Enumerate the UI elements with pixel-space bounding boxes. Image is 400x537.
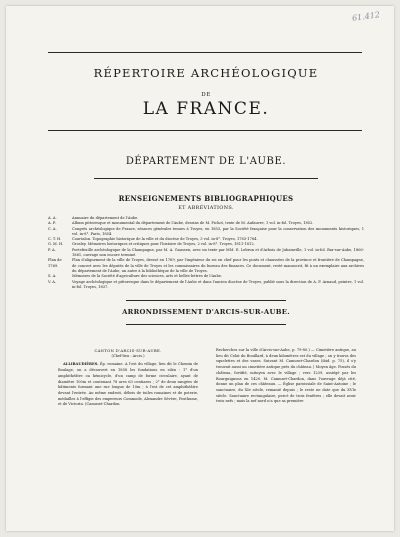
abbreviation-row <box>48 280 364 291</box>
arrondissement-heading: ARRONDISSEMENT D'ARCIS-SUR-AUBE. <box>122 308 290 316</box>
title-line-2: DE <box>201 92 211 98</box>
abbreviation-key: S. A. <box>48 274 57 279</box>
abbreviation-key: A. P. <box>48 221 56 226</box>
abbreviation-key: C. A. <box>48 226 57 231</box>
abbreviation-key: C. T. H. <box>48 237 62 242</box>
right-column <box>216 348 356 405</box>
abbreviation-list <box>48 216 364 290</box>
canton-subheading: (Chef-lieu : Arcis.) <box>111 353 145 358</box>
abbreviation-desc: Grosley. Mémoires historiques et critiques pour l'histoire de Troyes, 2 vol. in-8°. Troyes, 1811-1812. <box>72 242 255 247</box>
marginal-note: 61.412 <box>351 10 381 23</box>
abbreviation-row <box>48 248 364 259</box>
title-line-3: LA FRANCE. <box>142 99 270 119</box>
abbreviation-key: A. A. <box>48 216 57 220</box>
arrondissement-bottom-rule <box>126 324 286 325</box>
abbreviation-row <box>48 258 364 274</box>
left-column <box>58 348 198 408</box>
department-rule <box>94 178 318 179</box>
title-line-1: RÉPERTOIRE ARCHÉOLOGIQUE <box>93 66 319 80</box>
bibliography-subheading: ET ABRÉVIATIONS. <box>178 205 234 211</box>
bibliography-heading: RENSEIGNEMENTS BIBLIOGRAPHIQUES <box>118 194 294 203</box>
department-heading: DÉPARTEMENT DE L'AUBE. <box>125 156 287 167</box>
abbreviation-desc: Courtalon. Topographie historique de la ville et du diocèse de Troyes, 3 vol. in-8°. Troyes, 1783-1784. <box>72 237 258 242</box>
entry-paragraph <box>58 362 198 408</box>
abbreviation-desc: Annuaire du département de l'Aube. <box>72 216 139 220</box>
abbreviation-desc: Mémoires de la Société d'agriculture des sciences, arts et belles-lettres de l'Aube. <box>72 274 223 279</box>
abbreviation-row <box>48 227 364 238</box>
entry-text-right: Recherches sur la ville d'Arcis-sur-Aube, p. 79-80.) — Cimetière antique, au lieu dit Colat du Bouillard, à deux kilomètres est du village ; on y trouva des squelettes et des vases. Suivant M. Camuset-Chardon (ibid. p. 75), il s'y trouvait aussi un cimetière antique près du château. | Moyen âge. Fossés du château, fortifié, mitoyen avec le village ; vers 1239, assiégé par les Bourguignons en 1420. M. Camuset-Chardon, dans l'ouvrage déjà cité, donne un plan de ces châteaux. — Église paroissiale de Saint-Antoine ; le sanctuaire, du XIe siècle, remanié depuis ; le reste ne date que du XVIe siècle. Sanctuaire rectangulaire, percé de trois fenêtres ; elle devait avoir trois nefs ; mais la nef nord n'a que sa première <box>216 348 356 404</box>
abbreviation-desc: Voyage archéologique et pittoresque dans le département de l'Aube et dans l'ancien diocèse de Troyes, publié sous la direction de A. F. Arnaud, peintre, 1 vol. in-fol. Troyes, 1837. <box>72 279 364 289</box>
title-bottom-rule <box>48 130 362 131</box>
entry-text-left: Ép. romaine. A l'est du village, lieu dit le Chemin de Boulage, on a découvert en 1858 les fondations en silex : 1° d'un amphithéâtre ou hémicycle, d'un camp de forme circulaire, ayant de diamètre 100m et contenant 78 ares 63 centiares ; 2° de deux rangées de bâtiments formant une rue longue de 10m ; à l'est de cet amphithéâtre devant l'entrée. Au même endroit, débris de tuiles romaines et de poterie, médailles à l'effigie des empereurs Commode, Alexandre Sévère, Posthume, et de Victorin. (Camuset-Chardon. <box>58 362 198 407</box>
abbreviation-key: Plan de 1769. <box>48 258 62 268</box>
top-rule <box>48 52 362 53</box>
book-page <box>6 6 394 531</box>
abbreviation-desc: Congrès archéologique de France, séances générales tenues à Troyes, en 1853, par la Société française pour la conservation des monuments historiques, 1 vol. in-8°. Paris, 1854. <box>72 226 364 236</box>
abbreviation-key: P. A. <box>48 247 56 252</box>
abbreviation-key: G. M. H. <box>48 242 64 247</box>
abbreviation-desc: Plan d'alignement de la ville de Troyes, dressé en 1769, par l'ingénieur du roi en chef pour les ponts et chaussées de la province et frontière de Champagne, de concert avec les députés de la ville de Troyes et les commissaires du bureau des finances. Ce document, resté manuscrit, fit à un exemplaire aux archives du département de l'Aube, un autre à la bibliothèque de la ville de Troyes. <box>72 258 364 273</box>
abbreviation-desc: Album pittoresque et monumental du département de l'Aube, dessins de M. Fichot, texte de M. Aufauvre, 1 vol. in-fol. Troyes, 1852. <box>72 221 314 226</box>
abbreviation-desc: Portefeuille archéologique de la Champagne, par M. A. Gaussen, avec un texte par MM. E. Lebrun et d'Arbois de Jubainville, 1 vol. in-fol. Bar-sur-Aube, 1860-1861, ouvrage non encore terminé. <box>72 247 364 258</box>
abbreviation-key: V. A. <box>48 279 56 284</box>
arrondissement-top-rule <box>126 300 286 301</box>
canton-heading: CANTON D'ARCIS-SUR-AUBE. <box>94 348 162 353</box>
entry-head: ALLIBAUDIÈRES. <box>63 362 99 367</box>
